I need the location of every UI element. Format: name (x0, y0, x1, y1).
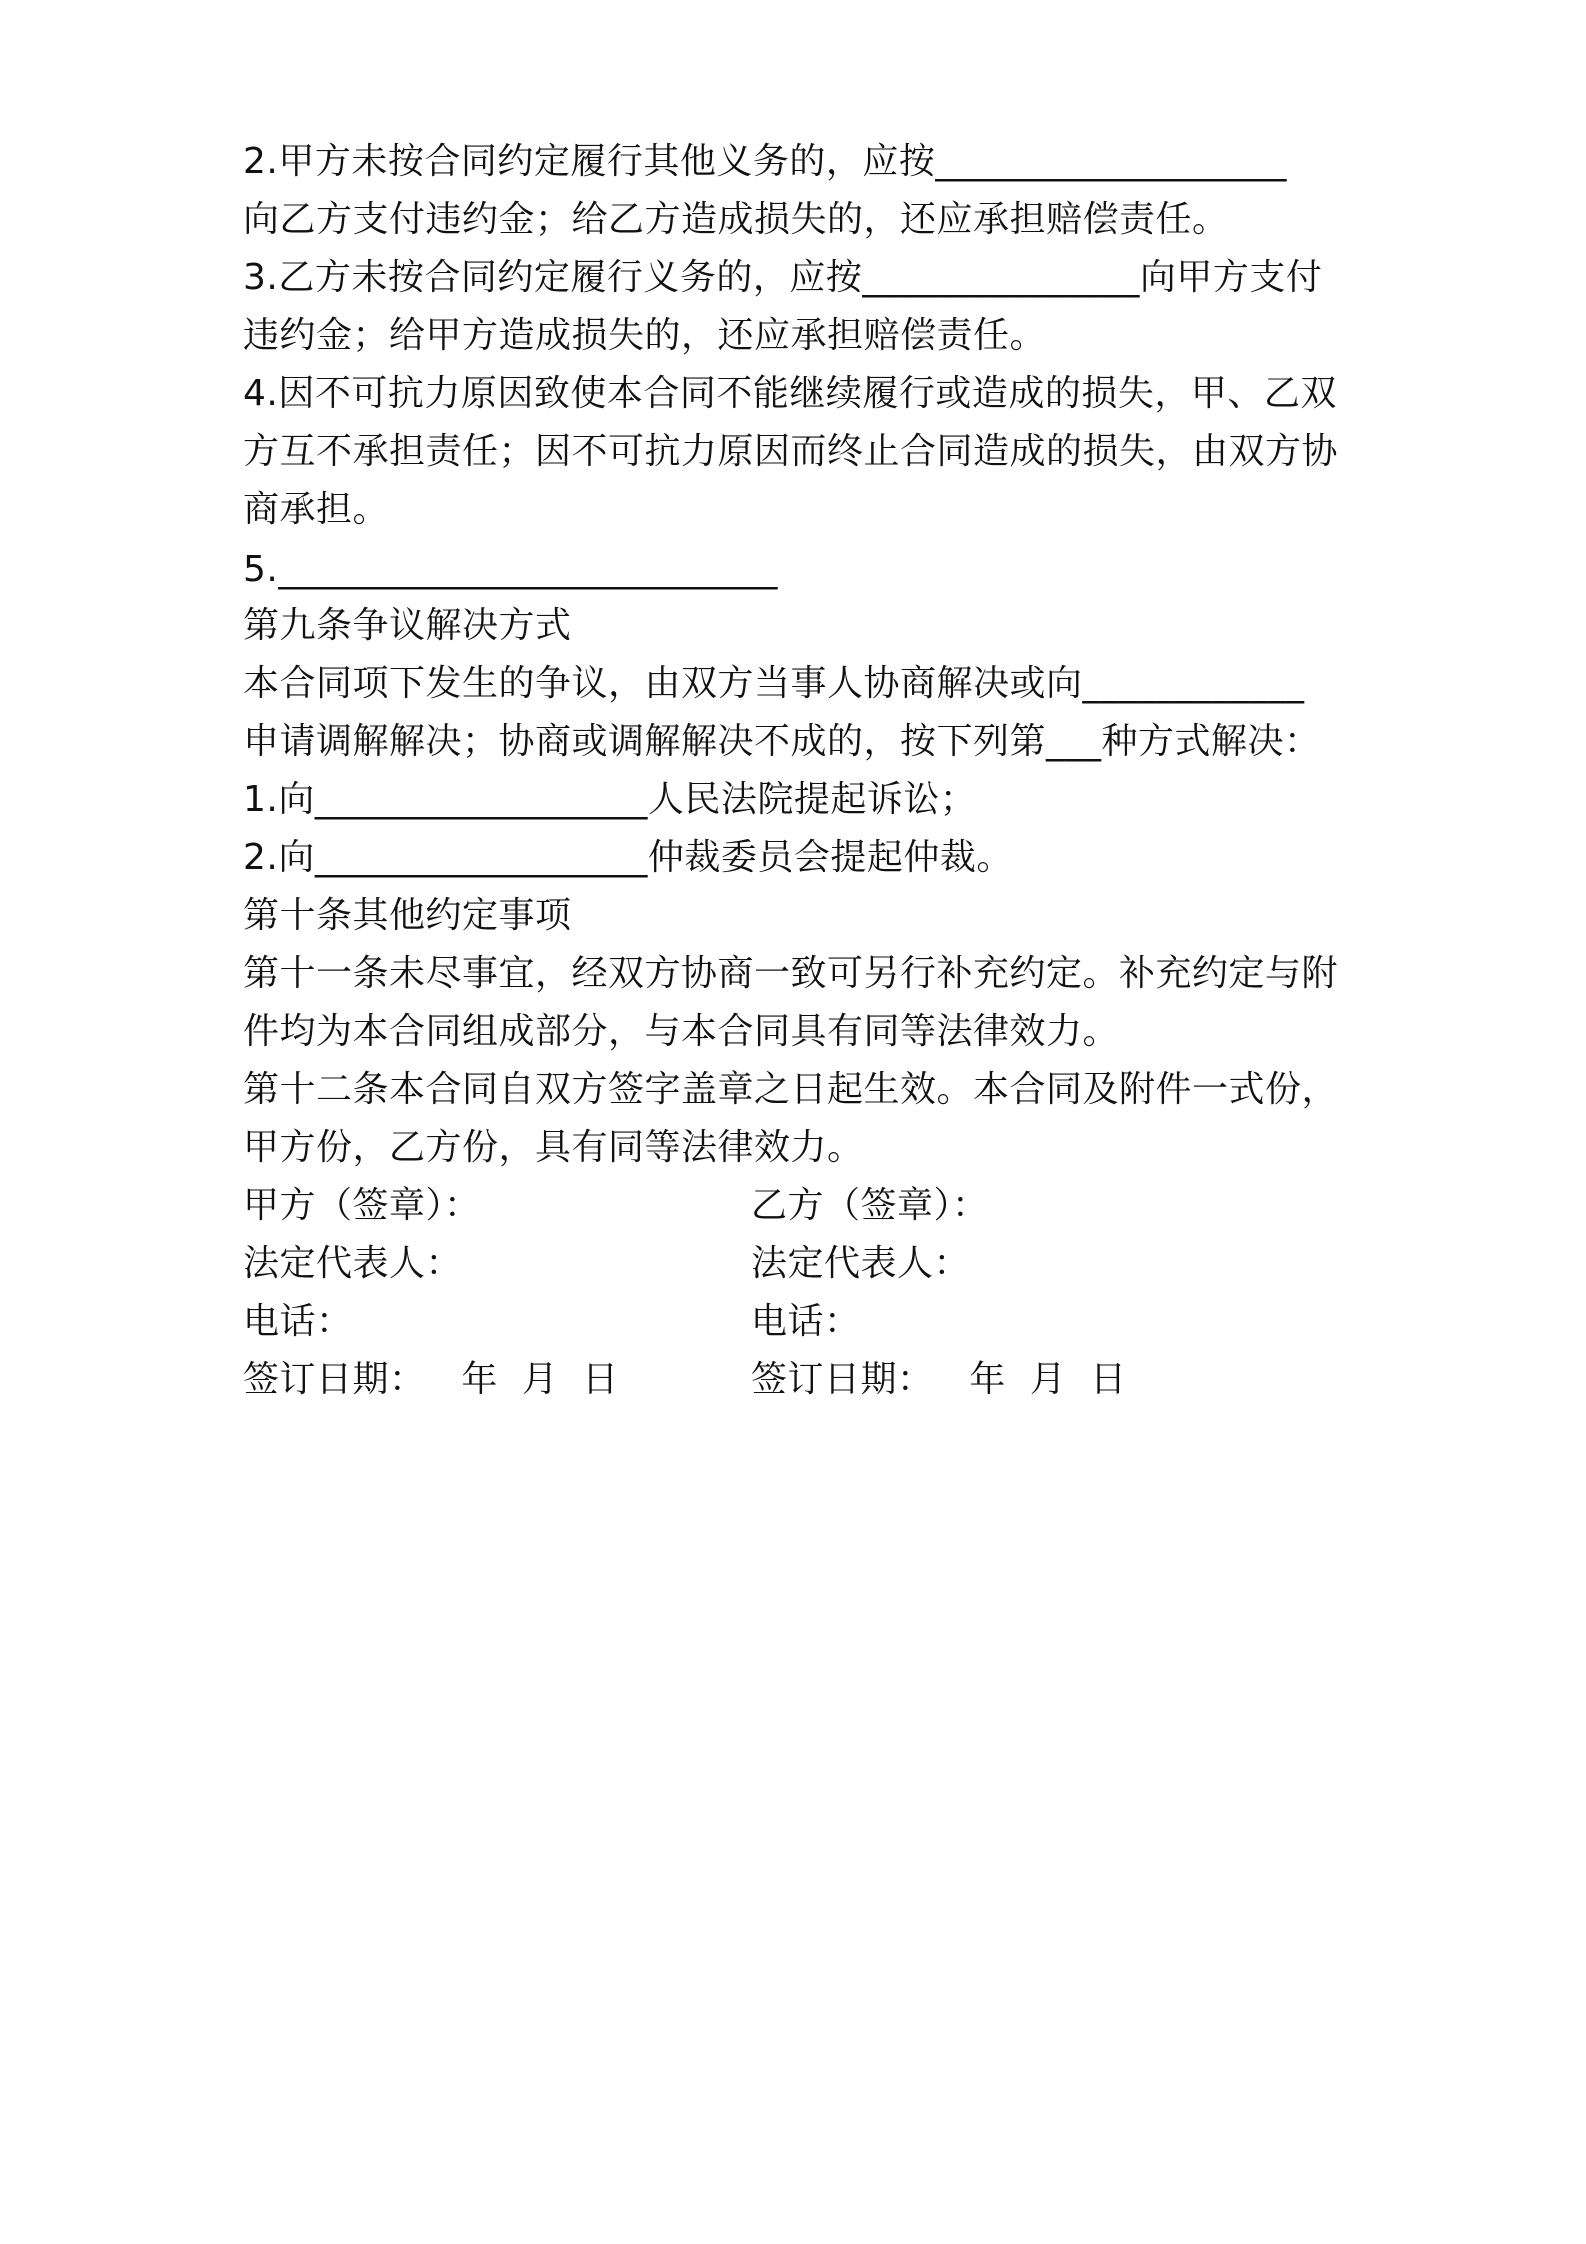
clause-11-line-1: 第十一条未尽事宜，经双方协商一致可另行补充约定。补充约定与附 (243, 953, 1339, 994)
clause-9-heading: 第九条争议解决方式 (243, 605, 572, 646)
party-a-representative-label: 法定代表人： (243, 1243, 463, 1284)
clause-8-item-2-line-2: 向乙方支付违约金；给乙方造成损失的，还应承担赔偿责任。 (243, 199, 1229, 240)
clause-10-heading: 第十条其他约定事项 (243, 895, 572, 936)
clause-8-item-3-line-2: 违约金；给甲方造成损失的，还应承担赔偿责任。 (243, 315, 1047, 356)
party-b-seal-label: 乙方（签章）： (751, 1185, 989, 1226)
party-a-seal-label: 甲方（签章）： (243, 1185, 481, 1226)
clause-8-item-2-line-1: 2.甲方未按合同约定履行其他义务的，应按___________________ (243, 141, 1287, 182)
clause-9-text-line-2: 申请调解解决；协商或调解解决不成的，按下列第___种方式解决： (243, 721, 1321, 762)
contract-page (243, 0, 1363, 2244)
clause-11-line-2: 件均为本合同组成部分，与本合同具有同等法律效力。 (243, 1011, 1120, 1052)
clause-12-line-1: 第十二条本合同自双方签字盖章之日起生效。本合同及附件一式份， (243, 1069, 1339, 1110)
party-a-date-label: 签订日期： 年 月 日 (243, 1359, 619, 1400)
party-a-phone-label: 电话： (243, 1301, 353, 1342)
clause-8-item-4-line-3: 商承担。 (243, 489, 390, 530)
clause-9-text-line-1: 本合同项下发生的争议，由双方当事人协商解决或向____________ (243, 663, 1305, 704)
clause-8-item-5: 5.___________________________ (243, 549, 778, 590)
party-b-representative-label: 法定代表人： (751, 1243, 971, 1284)
party-b-phone-label: 电话： (751, 1301, 861, 1342)
party-b-date-label: 签订日期： 年 月 日 (751, 1359, 1127, 1400)
clause-9-option-2: 2.向__________________仲裁委员会提起仲裁。 (243, 837, 1013, 878)
clause-9-option-1: 1.向__________________人民法院提起诉讼； (243, 779, 977, 820)
clause-12-line-2: 甲方份，乙方份，具有同等法律效力。 (243, 1127, 864, 1168)
clause-8-item-4-line-2: 方互不承担责任；因不可抗力原因而终止合同造成的损失，由双方协 (243, 431, 1339, 472)
clause-8-item-3-line-1: 3.乙方未按合同约定履行义务的，应按_______________向甲方支付 (243, 257, 1323, 298)
clause-8-item-4-line-1: 4.因不可抗力原因致使本合同不能继续履行或造成的损失，甲、乙双 (243, 373, 1337, 414)
